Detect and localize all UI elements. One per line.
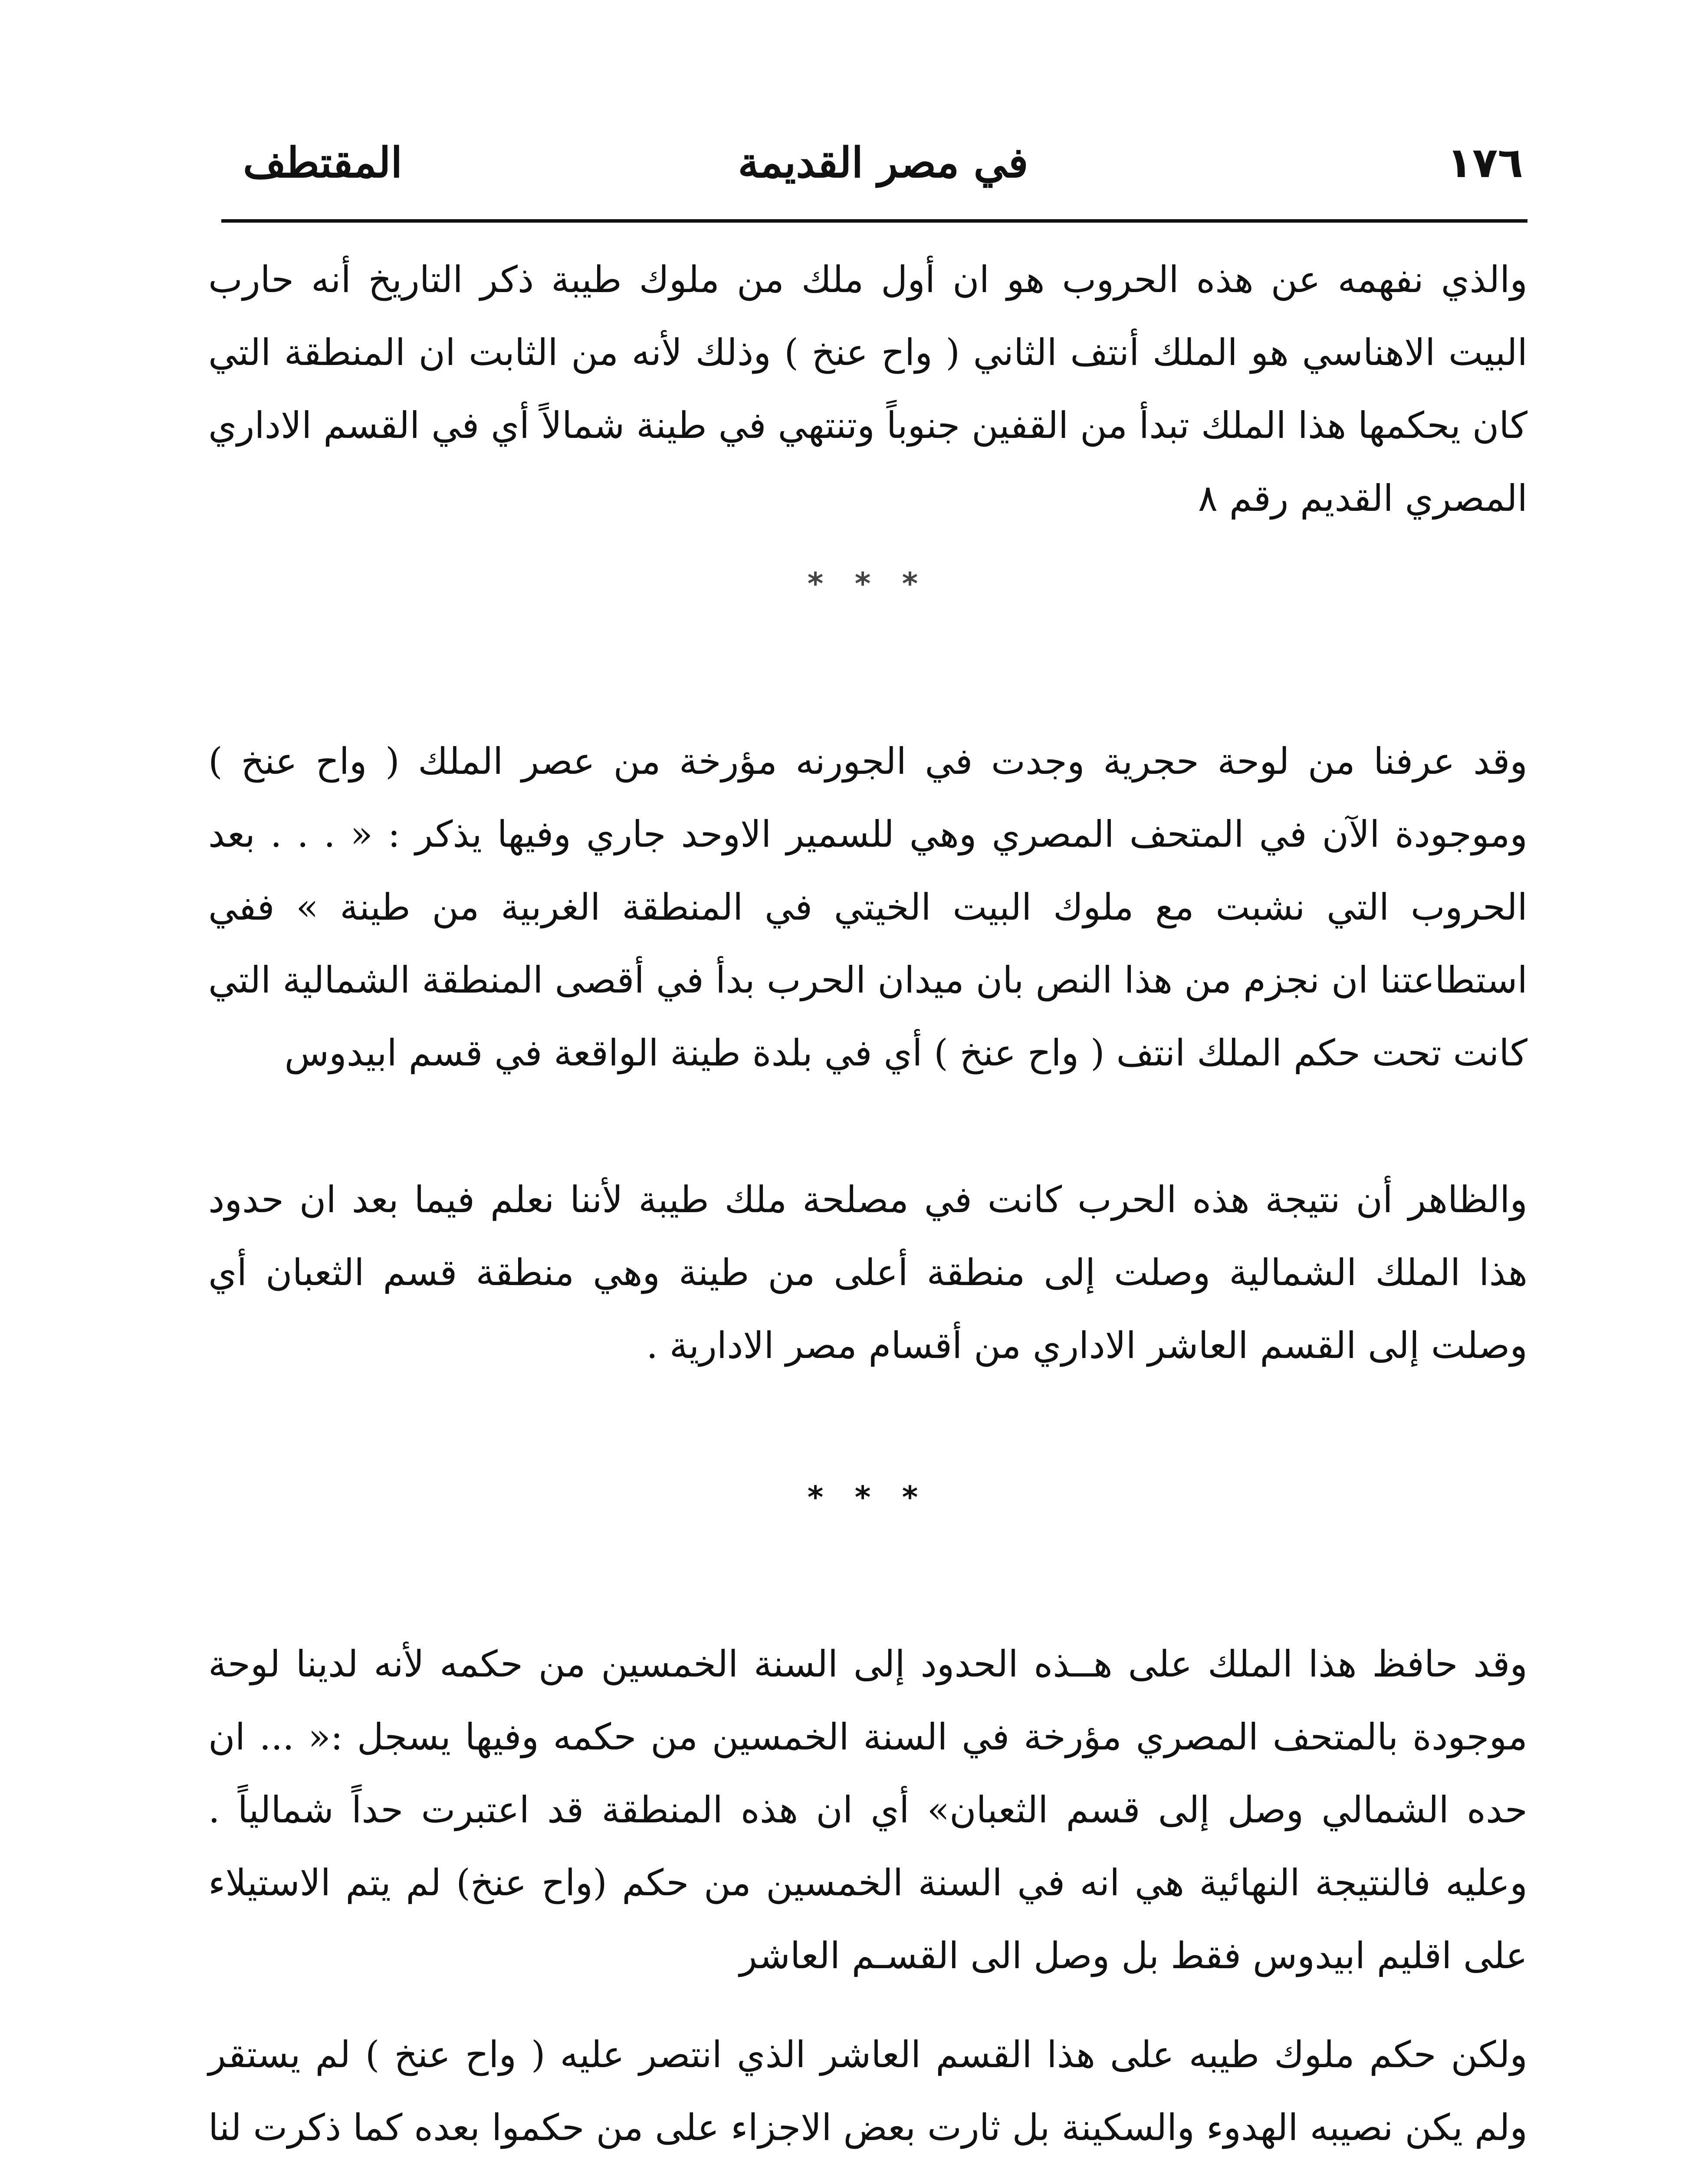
section-separator-2: * * *	[807, 1480, 929, 1515]
spacer	[208, 634, 1527, 725]
header-rule	[221, 219, 1527, 223]
paragraph-4: وقد حافظ هذا الملك على هــذه الحدود إلى السنة الخمسين من حكمه لأنه لدينا لوحة موجودة بالمتحف المصري مؤرخة في السنة الخمسين من حكمه وفيها يسجل :« ... ان حده الشمالي وصل إلى قسم الثعبان» أي ان هذه المنطقة قد اعتبرت حداً شمالياً . وعليه فالنتيجة النهائية هي انه في السنة الخمسين من حكم (واح عنخ) لم يتم الاستيلاء على اقليم ابيدوس فقط بل وصل الى القسـم العاشر	[208, 1643, 1527, 1977]
page-body	[208, 243, 1527, 2170]
paragraph-5: ولكن حكم ملوك طيبه على هذا القسم العاشر الذي انتصر عليه ( واح عنخ ) لم يستقر ولم يكن نصيبه الهدوء والسكينة بل ثارت بعض الاجزاء على من حكموا بعده كما ذكرت لنا	[208, 2033, 1527, 2149]
page-number: ١٧٦	[1447, 138, 1523, 187]
paragraph-2: وقد عرفنا من لوحة حجرية وجدت في الجورنه مؤرخة من عصر الملك ( واح عنخ ) وموجودة الآن في المتحف المصري وهي للسمير الاوحد جاري وفيها يذكر : « . . . بعد الحروب التي نشبت مع ملوك البيت الخيتي في المنطقة الغربية من طينة » ففي استطاعتنا ان نجزم من هذا النص بان ميدان الحرب بدأ في أقصى المنطقة الشمالية التي كانت تحت حكم الملك انتف ( واح عنخ ) أي في بلدة طينة الواقعة في قسم ابيدوس	[208, 740, 1527, 1074]
page-header	[243, 130, 1523, 204]
section-separator-1: * * *	[807, 566, 929, 602]
spacer	[208, 1424, 1527, 1471]
paragraph-1: والذي نفهمه عن هذه الحروب هو ان أول ملك من ملوك طيبة ذكر التاريخ أنه حارب البيت الاهناسي هو الملك أنتف الثاني ( واح عنخ ) وذلك لأنه من الثابت ان المنطقة التي كان يحكمها هذا الملك تبدأ من القفين جنوباً وتنتهي في طينة شمالاً أي في القسم الاداري المصري القديم رقم ٨	[208, 258, 1528, 519]
journal-title: المقتطف	[243, 138, 403, 187]
running-title: في مصر القديمة	[738, 138, 1028, 187]
paragraph-3: والظاهر أن نتيجة هذه الحرب كانت في مصلحة ملك طيبة لأننا نعلم فيما بعد ان حدود هذا الملك الشمالية وصلت إلى منطقة أعلى من طينة وهي منطقة قسم الثعبان أي وصلت إلى القسم العاشر الاداري من أقسام مصر الادارية .	[208, 1178, 1527, 1367]
